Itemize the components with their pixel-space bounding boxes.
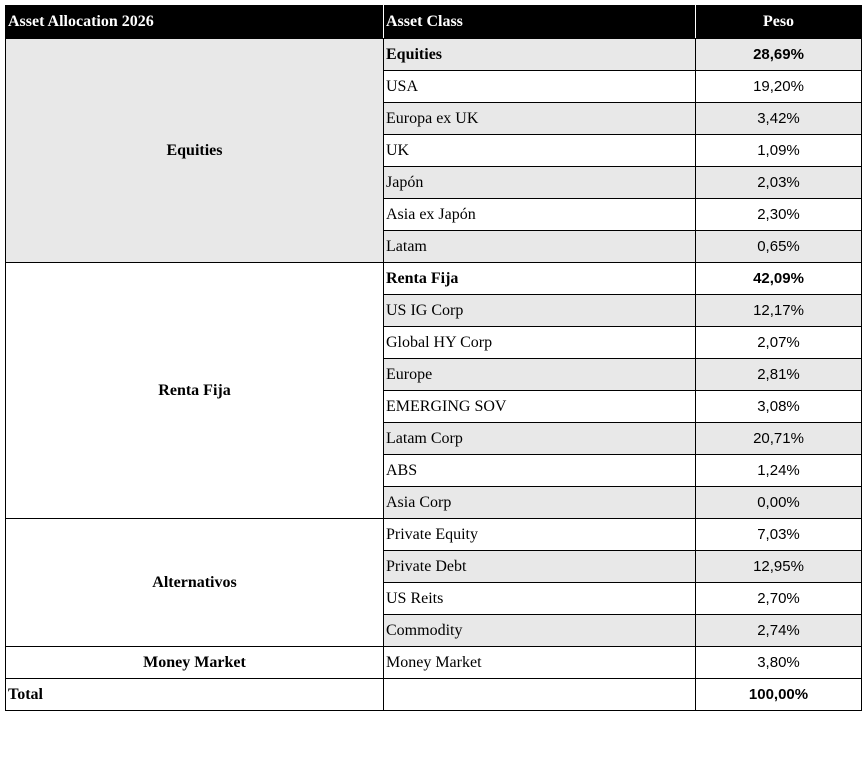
- asset-class-cell: Europa ex UK: [384, 103, 696, 135]
- peso-cell: 2,81%: [696, 359, 862, 391]
- peso-cell: 42,09%: [696, 263, 862, 295]
- peso-cell: 1,09%: [696, 135, 862, 167]
- peso-cell: 20,71%: [696, 423, 862, 455]
- asset-class-cell: Private Debt: [384, 551, 696, 583]
- header-peso: Peso: [696, 6, 862, 39]
- table-row: [6, 647, 862, 679]
- asset-class-cell: Asia ex Japón: [384, 199, 696, 231]
- peso-cell: 28,69%: [696, 39, 862, 71]
- peso-cell: 0,00%: [696, 487, 862, 519]
- group-label: Money Market: [6, 647, 384, 679]
- table-body: [6, 39, 862, 711]
- asset-class-cell: Money Market: [384, 647, 696, 679]
- total-row: [6, 679, 862, 711]
- asset-class-cell: Renta Fija: [384, 263, 696, 295]
- peso-cell: 2,30%: [696, 199, 862, 231]
- header-asset-class: Asset Class: [384, 6, 696, 39]
- peso-cell: 7,03%: [696, 519, 862, 551]
- asset-class-cell: Latam: [384, 231, 696, 263]
- peso-cell: 2,74%: [696, 615, 862, 647]
- peso-cell: 2,07%: [696, 327, 862, 359]
- total-empty-cell: [384, 679, 696, 711]
- asset-class-cell: Asia Corp: [384, 487, 696, 519]
- peso-cell: 12,95%: [696, 551, 862, 583]
- peso-cell: 3,80%: [696, 647, 862, 679]
- asset-class-cell: Europe: [384, 359, 696, 391]
- asset-class-cell: US Reits: [384, 583, 696, 615]
- asset-class-cell: Global HY Corp: [384, 327, 696, 359]
- peso-cell: 2,70%: [696, 583, 862, 615]
- table-row: [6, 39, 862, 71]
- asset-class-cell: ABS: [384, 455, 696, 487]
- table-row: [6, 519, 862, 551]
- header-row: [6, 6, 862, 39]
- group-label: Equities: [6, 39, 384, 263]
- peso-cell: 3,08%: [696, 391, 862, 423]
- asset-class-cell: US IG Corp: [384, 295, 696, 327]
- asset-class-cell: Equities: [384, 39, 696, 71]
- total-peso: 100,00%: [696, 679, 862, 711]
- peso-cell: 3,42%: [696, 103, 862, 135]
- group-label: Alternativos: [6, 519, 384, 647]
- peso-cell: 19,20%: [696, 71, 862, 103]
- peso-cell: 12,17%: [696, 295, 862, 327]
- asset-class-cell: EMERGING SOV: [384, 391, 696, 423]
- asset-class-cell: Commodity: [384, 615, 696, 647]
- total-label: Total: [6, 679, 384, 711]
- asset-class-cell: Private Equity: [384, 519, 696, 551]
- group-label: Renta Fija: [6, 263, 384, 519]
- asset-class-cell: Japón: [384, 167, 696, 199]
- asset-class-cell: USA: [384, 71, 696, 103]
- header-asset-allocation: Asset Allocation 2026: [6, 6, 384, 39]
- asset-allocation-table: [5, 5, 862, 711]
- peso-cell: 1,24%: [696, 455, 862, 487]
- peso-cell: 0,65%: [696, 231, 862, 263]
- asset-class-cell: UK: [384, 135, 696, 167]
- peso-cell: 2,03%: [696, 167, 862, 199]
- asset-class-cell: Latam Corp: [384, 423, 696, 455]
- table-row: [6, 263, 862, 295]
